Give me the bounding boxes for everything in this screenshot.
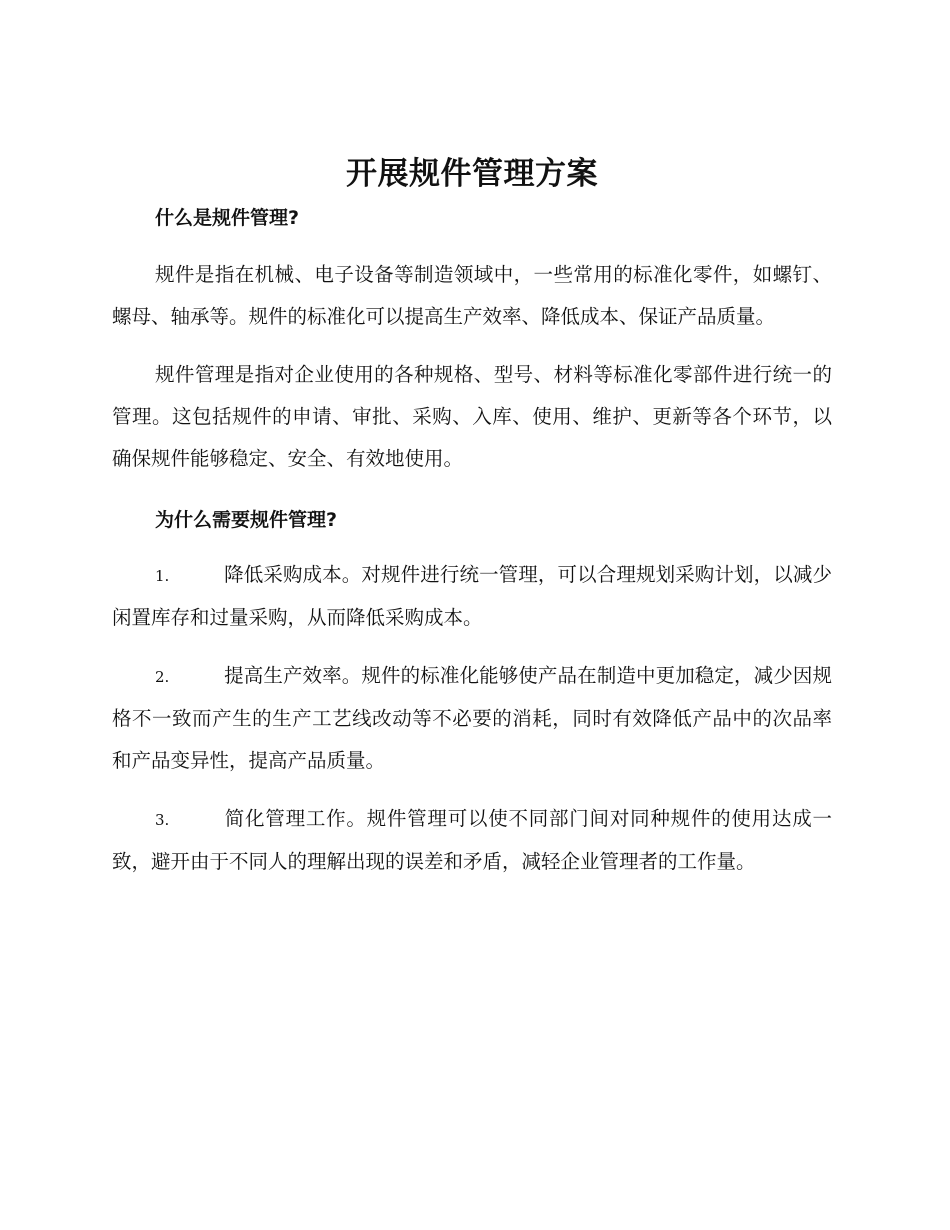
section-heading-what: 什么是规件管理? xyxy=(155,207,300,229)
list-item-number: 1. xyxy=(155,567,170,585)
list-item xyxy=(112,655,832,782)
paragraph: 规件是指在机械、电子设备等制造领域中，一些常用的标准化零件，如螺钉、螺母、轴承等。规件的标准化可以提高生产效率、降低成本、保证产品质量。 xyxy=(112,263,832,328)
list-item-text: 提高生产效率。规件的标准化能够使产品在制造中更加稳定，减少因规格不一致而产生的生产工艺线改动等不必要的消耗，同时有效降低产品中的次品率和产品变异性，提高产品质量。 xyxy=(112,664,832,772)
list-item xyxy=(112,798,832,883)
list-item xyxy=(112,554,832,639)
list-item-text: 简化管理工作。规件管理可以使不同部门间对同种规件的使用达成一致，避开由于不同人的理解出现的误差和矛盾，减轻企业管理者的工作量。 xyxy=(112,807,832,873)
list-item-number: 2. xyxy=(155,668,170,686)
list-item-text: 降低采购成本。对规件进行统一管理，可以合理规划采购计划，以减少闲置库存和过量采购，从而降低采购成本。 xyxy=(112,563,832,629)
list-item-number: 3. xyxy=(155,811,170,829)
page-title: 开展规件管理方案 xyxy=(346,156,598,192)
section-heading-why: 为什么需要规件管理? xyxy=(155,509,338,531)
document-page xyxy=(112,150,832,899)
paragraph: 规件管理是指对企业使用的各种规格、型号、材料等标准化零部件进行统一的管理。这包括规件的申请、审批、采购、入库、使用、维护、更新等各个环节，以确保规件能够稳定、安全、有效地使用。 xyxy=(112,363,832,470)
